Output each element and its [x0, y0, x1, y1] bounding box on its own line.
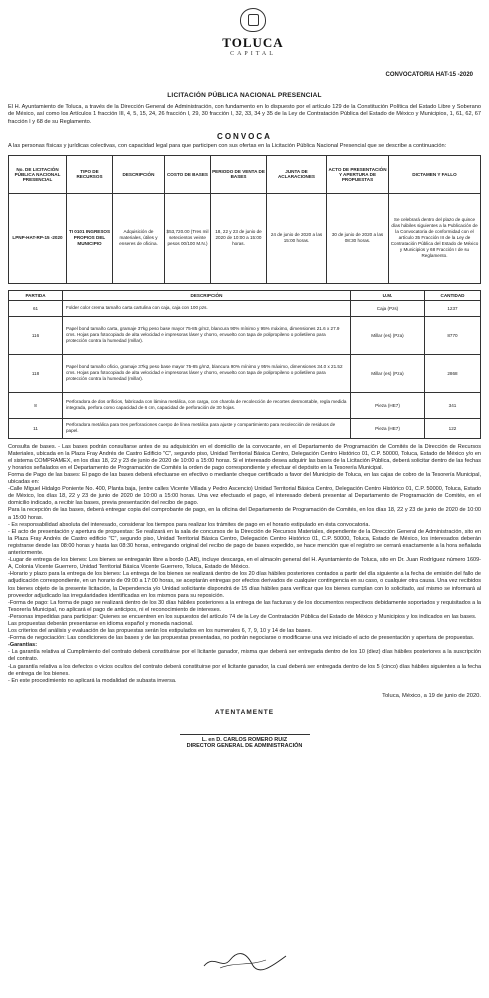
body-paragraph: Los criterios del análisis y evaluación de las propuestas serán los estipulados en los numerales 6, 7, 9, 10 y 14 de las bases.	[8, 628, 312, 635]
descripcion-cell: Papel bond tamaño carta, gramaje 37kg peso base mayor 75-85 g/m2, blancura 90% mínimo y 95% máximo, dimensiones 21.6 x 27.9 cms. Hojas para fotocopiado de alta velocidad e impresoras láser y chorro, envuelto con tapa de polipropileno o polietileno para protección contra la humedad (millar).	[63, 316, 351, 354]
table-cell: Adquisición de materiales, útiles y enseres de oficina.	[113, 193, 165, 283]
body-paragraph: -Forma de pago: La forma de pago se realizará dentro de los 30 días hábiles posteriores a la entrega de las facturas y de los documentos respectivos debidamente soportados y requisitados a la Tesorería Municipal, no aplicará el pago de anticipos, ni el reconocimiento de intereses.	[8, 599, 481, 613]
table-cell: LPNP-HAT-RP-15 -2020	[9, 193, 67, 283]
signature-date: Toluca, México, a 19 de junio de 2020.	[382, 692, 481, 699]
cantidad-cell: 8770	[425, 316, 481, 354]
table-row	[9, 300, 481, 316]
cantidad-cell: 341	[425, 392, 481, 418]
partida-cell: 61	[9, 300, 63, 316]
body-paragraph: -La garantía relativa a los defectos o vicios ocultos del contrato deberá constituirse por el licitante ganador, la cual deberá ser entregada dentro de los 5 (cinco) días hábiles siguientes a la fecha de entrega de los bienes.	[8, 663, 481, 677]
col-header: PERIODO DE VENTA DE BASES	[211, 155, 267, 193]
table-row	[9, 392, 481, 418]
partidas-table	[8, 290, 481, 439]
um-cell: Pieza (HE7)	[351, 418, 425, 438]
document-title: LICITACIÓN PÚBLICA NACIONAL PRESENCIAL	[167, 92, 322, 99]
table-cell: 24 de junio de 2020 a las 15:00 horas.	[267, 193, 327, 283]
partida-cell: 116	[9, 316, 63, 354]
body-paragraph: -Horario y plazo para la entrega de los bienes: La entrega de los bienes se realizará dentro de los 20 días hábiles posteriores contados a partir del día siguiente a la fecha de emisión del fallo de adjudicación correspondiente, en un horario de 09:00 a 17:00 horas, se aceptarán entregas por efectos derivados de cualquier contingencia en su caso, o cualquier otra causa. Una vez recibidos los bienes objeto de la presente licitación, la Dependencia y/o Unidad solicitante dispondrá de 15 días hábiles para verificar que los bienes cumplan con lo solicitado, así mismo se informará al proveedor adjudicado las irregularidades identificadas en los mismos para su reposición.	[8, 571, 481, 599]
body-paragraph: -Forma de negociación: Las condiciones de las bases y de las propuestas presentadas, no podrán negociarse o modificarse una vez iniciado el acto de presentación y apertura de propuestas.	[8, 635, 475, 642]
table-row	[9, 316, 481, 354]
body-paragraph: - En este procedimiento no aplicará la modalidad de subasta inversa.	[8, 677, 177, 684]
um-cell: Caja (Pzs)	[351, 300, 425, 316]
body-paragraph: -Calle Miguel Hidalgo Poniente No. 400, Planta baja, (entre calles Vicente Villada y Pedro Ascencio) Unidad Territorial Básica Centro, Delegación Centro Histórico 01, C.P. 50000, Toluca, Estado de México, los días 18, 22 y 23 de junio de 2020 de 10:00 a 15:00 horas. Una vez efectuado el pago, el interesado deberá presentar al Departamento de Programación de Comités, en el domicilio indicado, a recibir las bases, previa presentación del recibo de pago.	[8, 486, 481, 507]
table-row	[9, 354, 481, 392]
table-cell: 30 de junio de 2020 a las 08:30 horas.	[327, 193, 389, 283]
col-header: DESCRIPCIÓN	[113, 155, 165, 193]
licitacion-row	[9, 193, 481, 283]
partidas-header-row	[9, 290, 481, 300]
signature-block	[8, 709, 481, 749]
col-header: ACTO DE PRESENTACIÓN Y APERTURA DE PROPUESTAS	[327, 155, 389, 193]
body-paragraph: - El acto de presentación y apertura de propuestas: Se realizará en la sala de concursos de la Dirección de Recursos Materiales, dependiente de la Dirección General de Administración, sito en la Plaza Fray Andrés de Castro edificio "C", segundo piso, Unidad Territorial Básica Centro, Delegación Centro Histórico 01, C.P. 50000, Toluca, Estado de México, los interesados deberán registrarse desde las 08:00 horas y hasta las 08:30 horas, entregando original del recibo de pago de bases expedido, se hace mención que el registro se cerrará exactamente a la hora señalada anteriormente.	[8, 528, 481, 557]
descripcion-cell: Perforadora metálica para tres perforaciones cuerpo de línea metálica para ajuste y compartimiento para recolección de residuos de papel.	[63, 418, 351, 438]
licitacion-table	[8, 155, 481, 284]
table-row	[9, 418, 481, 438]
body-paragraph: Para la recepción de las bases, deberá entregar copia del comprobante de pago, en la oficina del Departamento de Programación de Comités, en los días 18, 22 y 23 de junio de 2020 de 10:00 a 15:00 horas.	[8, 507, 481, 521]
body-paragraph: Consulta de bases. - Las bases podrán consultarse antes de su adquisición en el domicilio de la convocante, en el Departamento de Programación de Comités de la Dirección de Recursos Materiales, ubicada en la Plaza Fray Andrés de Castro Edificio "C", segundo piso, Unidad Territorial Básica Centro, Delegación Centro Histórico 01, C.P. 50000, Toluca, Estado de México y/o en el sistema COMPRAMEX, en los días 18, 22 y 23 de junio de 2020 de 10:00 a 15:00 horas. Si el interesado desea adquirir las bases de la Licitación Pública, deberá solicitar dentro de las fechas y horarios señalados en el Departamento de Programación de Comités la orden de pago correspondiente y efectuar el depósito en la Tesorería Municipal.	[8, 443, 481, 471]
body-paragraph: Forma de Pago de las bases: El pago de las bases deberá efectuarse en efectivo o mediante cheque certificado a favor del Municipio de Toluca, en las cajas de cobro de la Tesorería Municipal, ubicadas en:	[8, 472, 481, 486]
col-header: U.M.	[351, 290, 425, 300]
table-cell: Se celebrará dentro del plazo de quince días hábiles siguientes a la Publicación de la Convocatoria de conformidad con el artículo 35 Fracción III de la Ley de Contratación Pública del Estado de México y Municipios y 68 Fracción I de su Reglamento.	[389, 193, 481, 283]
atentamente-label: ATENTAMENTE	[214, 708, 275, 716]
um-cell: Millar (es) (Pza)	[351, 354, 425, 392]
city-seal-icon	[240, 8, 266, 32]
body-paragraph: -Lugar de entrega de los bienes: Los bienes se entregarán libre a bordo (LAB), incluye descarga, en el almacén general del H. Ayuntamiento de Toluca, sito en Dr. Juan Rodríguez número 1609-A, Colonia Vicente Guerrero, Unidad Territorial Básica Vicente Guerrero, Toluca, Estado de México.	[8, 557, 481, 571]
signature-line	[180, 734, 310, 735]
intro-paragraph: El H. Ayuntamiento de Toluca, a través de la Dirección General de Administración, con fundamento en lo dispuesto por el artículo 129 de la Constitución Política del Estado Libre y Soberano de México, así como los Artículos 1 fracción III, 4, 5, 15, 24, 26 fracción I, 29, 30 fracción I, 32, 33, 34 y 35 de la Ley de Contratación Pública del Estado de México y Municipios, 1, 61, 62, 67 fracción I y 68 de su Reglamento.	[8, 104, 481, 125]
descripcion-cell: Papel bond tamaño oficio, gramaje 37kg peso base mayor 75-85 g/m2, blancura 90% mínimo y 95% máximo, dimensiones 34.0 x 21.52 cms. Hojas para fotocopiado de alta velocidad e impresoras láser y chorro, envuelto con tapa de polipropileno o polietileno para protección contra la humedad (millar).	[63, 354, 351, 392]
toluca-logo	[220, 8, 286, 57]
handwritten-signature-icon	[200, 950, 290, 972]
col-header: No. DE LICITACIÓN PÚBLICA NACIONAL PRESENCIAL	[9, 155, 67, 193]
partida-cell: 11	[9, 418, 63, 438]
licitacion-header-row	[9, 155, 481, 193]
logo-word: TOLUCA	[222, 35, 284, 50]
table-cell: 18, 22 y 23 de junio de 2020 de 10:00 a 15:00 horas.	[211, 193, 267, 283]
col-header: DICTAMEN Y FALLO	[389, 155, 481, 193]
um-cell: Millar (es) (Pza)	[351, 316, 425, 354]
conditions-body	[8, 444, 481, 685]
convoca-heading: CONVOCA	[217, 132, 272, 142]
cantidad-cell: 2868	[425, 354, 481, 392]
header	[8, 0, 481, 80]
body-paragraph: - Es responsabilidad absoluta del interesado, considerar los tiempos para realizar los trámites de pago en el horario estipulado en ésta convocatoria.	[8, 521, 370, 528]
um-cell: Pieza (HE7)	[351, 392, 425, 418]
partida-cell: 118	[9, 354, 63, 392]
descripcion-cell: Perforadora de dos orificios, fabricada con lámina metálica, con carga, con charola de recolección de recortes desmontable, regla medida integrada, perfora como capacidad de 6 cm, capacidad de perforación de 30 hojas.	[63, 392, 351, 418]
signer-name: L. en D. CARLOS ROMERO RUIZ	[201, 736, 288, 743]
descripcion-cell: Folder color crema tamaño carta cartulina con caja, caja con 100 pzs.	[63, 300, 351, 316]
partida-cell: 8	[9, 392, 63, 418]
col-header: DESCRIPCIÓN	[63, 290, 351, 300]
cantidad-cell: 1237	[425, 300, 481, 316]
body-paragraph: - La garantía relativa al Cumplimiento del contrato deberá constituirse por el licitante ganador, misma que deberá ser entregada dentro de los 10 (diez) días hábiles posteriores a la suscripción del contrato.	[8, 649, 481, 663]
logo-subtitle: CAPITAL	[230, 51, 276, 57]
col-header: TIPO DE RECURSOS	[67, 155, 113, 193]
table-cell: $53,720.00 (Tres mil setecientos veinte pesos 00/100 M.N.)	[165, 193, 211, 283]
col-header: PARTIDA	[9, 290, 63, 300]
convoca-text: A las personas físicas y jurídicas colectivas, con capacidad legal para que participen con sus ofertas en la Licitación Pública Nacional Presencial que se describe a continuación:	[8, 143, 447, 150]
body-paragraph: Las propuestas deberán presentarse en idioma español y moneda nacional.	[8, 620, 194, 627]
body-paragraph: -Personas impedidas para participar: Quienes se encuentren en los supuestos del artículo 74 de la Ley de Contratación Pública del Estado de México y Municipios y los indicados en las bases.	[8, 613, 477, 620]
col-header: JUNTA DE ACLARACIONES	[267, 155, 327, 193]
col-header: CANTIDAD	[425, 290, 481, 300]
convocatoria-number: CONVOCATORIA HAT-15 -2020	[385, 72, 473, 78]
col-header: COSTO DE BASES	[165, 155, 211, 193]
cantidad-cell: 122	[425, 418, 481, 438]
signer-position: DIRECTOR GENERAL DE ADMINISTRACIÓN	[186, 742, 303, 749]
body-paragraph: -Garantías:	[8, 642, 38, 649]
table-cell: TI 0101 INGRESOS PROPIOS DEL MUNICIPIO	[67, 193, 113, 283]
